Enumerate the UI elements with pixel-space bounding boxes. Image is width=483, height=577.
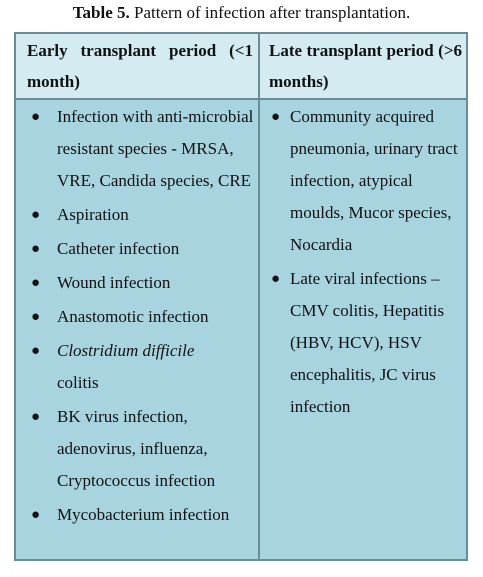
list-item: [260, 263, 466, 423]
bullet-icon: ●: [271, 271, 281, 287]
list-item: [16, 335, 258, 399]
caption-label: Table 5.: [72, 3, 130, 22]
list-item: [16, 401, 258, 497]
list-item: [16, 199, 258, 231]
bullet-icon: ●: [31, 343, 41, 359]
bullet-icon: ●: [31, 507, 41, 523]
bullet-icon: ●: [31, 409, 41, 425]
list-item: [16, 301, 258, 333]
list-item: [16, 233, 258, 265]
infection-table: [14, 32, 468, 561]
list-item: [16, 499, 258, 531]
list-item-text: Catheter infection: [57, 239, 180, 258]
list-item-text: Late viral infections – CMV colitis, Hepatitis (HBV, HCV), HSV encephalitis, JC virus infection: [290, 269, 445, 416]
list-item-text: Mycobacterium infection: [57, 505, 230, 524]
bullet-icon: ●: [31, 275, 41, 291]
caption-text: Pattern of infection after transplantation.: [129, 3, 411, 22]
bullet-icon: ●: [31, 207, 41, 223]
early-period-list: [16, 100, 258, 533]
bullet-icon: ●: [31, 241, 41, 257]
bullet-icon: ●: [271, 109, 281, 125]
table-caption: [0, 2, 483, 24]
list-item-text: Anastomotic infection: [57, 307, 209, 326]
bullet-icon: ●: [31, 309, 41, 325]
list-item-text: colitis: [57, 373, 99, 392]
list-item-text: Community acquired pneumonia, urinary tract infection, atypical moulds, Mucor species, Nocardia: [290, 107, 458, 254]
table-header-row: [16, 34, 466, 100]
list-item-text: Wound infection: [57, 273, 171, 292]
list-item: [16, 101, 258, 197]
list-item-text: BK virus infection, adenovirus, influenza, Cryptococcus infection: [57, 407, 216, 490]
organism-name-italic: Clostridium difficile: [57, 341, 195, 360]
header-late-period: Late transplant period (>6 months): [269, 41, 462, 91]
list-item-text: Infection with anti-microbial resistant species - MRSA, VRE, Candida species, CRE: [57, 107, 254, 190]
bullet-icon: ●: [31, 109, 41, 125]
list-item: [16, 267, 258, 299]
late-period-list: [260, 100, 466, 425]
list-item: [260, 101, 466, 261]
header-early-period: Early transplant period (<1 month): [27, 41, 253, 91]
list-item-text: Aspiration: [57, 205, 129, 224]
